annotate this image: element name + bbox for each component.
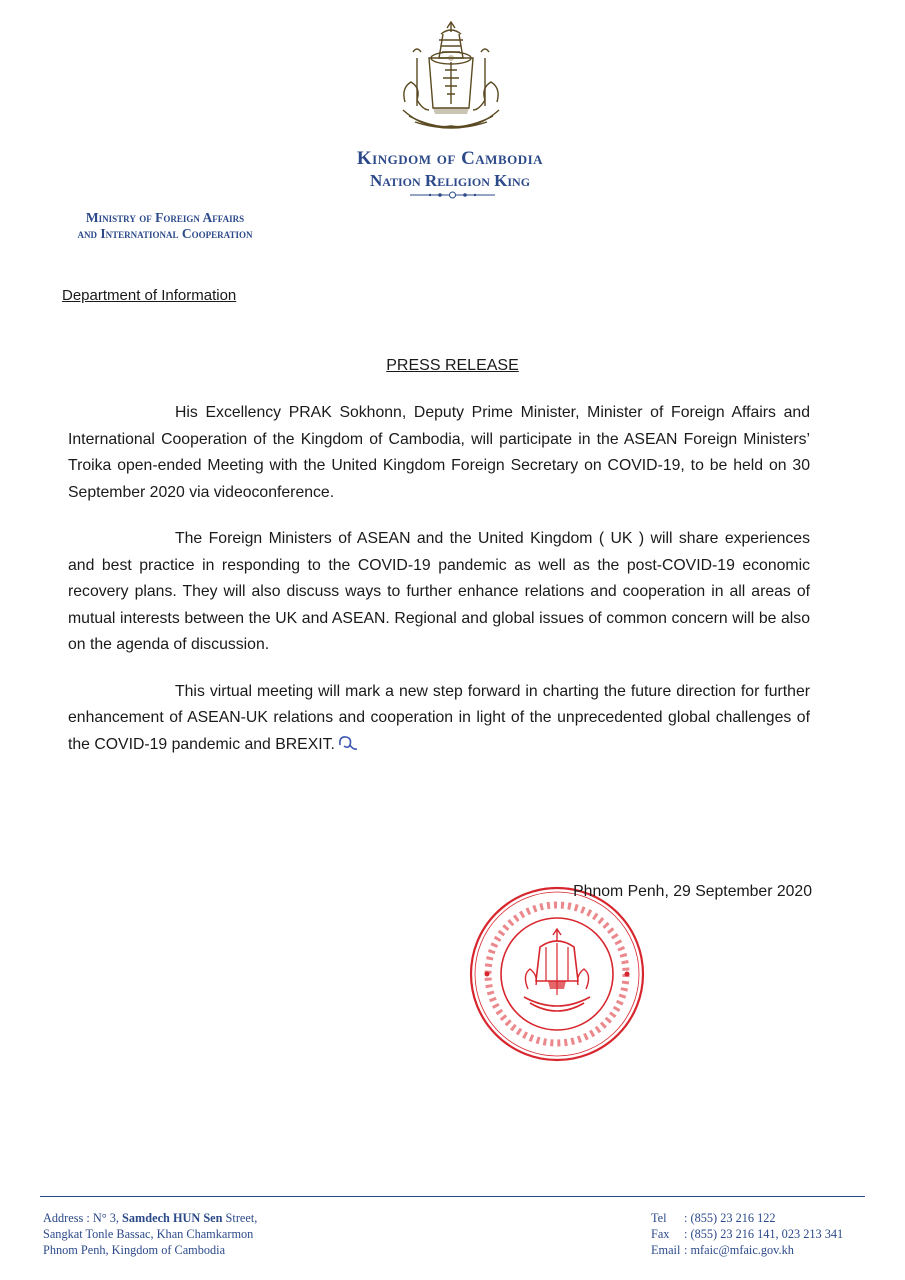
place-and-date: Phnom Penh, 29 September 2020 — [573, 883, 812, 900]
contact-fax — [651, 1226, 843, 1242]
footer-address — [43, 1210, 257, 1258]
paragraph-3 — [68, 679, 810, 759]
kingdom-heading — [290, 148, 610, 191]
contact-tel — [651, 1210, 843, 1226]
royal-emblem-icon — [395, 18, 507, 136]
ministry-line-2: and International Cooperation — [77, 226, 253, 241]
fax-label: Fax — [651, 1227, 670, 1241]
department-label: Department of Information — [62, 287, 237, 304]
address-label: Address : N° 3, — [43, 1211, 123, 1225]
paragraph-3-text: This virtual meeting will mark a new step forward in charting the future direction for further enhancement of ASEAN-UK relations and cooperation in light of the unprecedented global challenges of the COVID-19 pandemic and BREXIT. — [68, 682, 810, 753]
ministry-name — [30, 210, 300, 242]
address-line-2: Sangkat Tonle Bassac, Khan Chamkarmon — [43, 1227, 254, 1241]
address-line-1 — [43, 1210, 257, 1226]
handwritten-end-mark-icon — [337, 733, 359, 753]
paragraph-2: The Foreign Ministers of ASEAN and the United Kingdom ( UK ) will share experiences and best practice in responding to the COVID-19 pandemic as well as the post-COVID-19 economic recovery plans. They will also discuss ways to further enhance relations and cooperation in all areas of mutual interests between the UK and ASEAN. Regional and global issues of common concern will be also on the agenda of discussion. — [68, 530, 810, 653]
email-label: Email — [651, 1243, 681, 1257]
official-seal-icon — [468, 885, 646, 1063]
contact-email — [651, 1242, 843, 1258]
tel-value: : (855) 23 216 122 — [684, 1211, 776, 1225]
paragraph-1 — [68, 400, 810, 506]
kingdom-title: Kingdom of Cambodia — [356, 148, 544, 169]
ornament-divider — [410, 190, 495, 200]
document-title: PRESS RELEASE — [386, 357, 519, 374]
paragraph-1-lead: His Excellency PRAK Sokhonn, — [175, 404, 407, 421]
paragraph-1-text: Deputy Prime Minister, Minister of Foreign Affairs and International Cooperation of the Kingdom of Cambodia, will participate in the ASEAN Foreign Ministers’ Troika open-ended Meeting with the United Kingdom Foreign Secretary on COVID-19, to be held on 30 September 2020 via videoconference. — [68, 404, 810, 501]
footer-contact — [651, 1210, 843, 1258]
ministry-line-1: Ministry of Foreign Affairs — [85, 210, 245, 225]
press-release-body — [68, 400, 810, 778]
fax-value: : (855) 23 216 141, 023 213 341 — [684, 1227, 844, 1241]
address-street-suffix: Street, — [222, 1211, 258, 1225]
motto: Nation Religion King — [369, 171, 531, 190]
tel-label: Tel — [651, 1211, 667, 1225]
address-street-name: Samdech HUN Sen — [122, 1211, 223, 1225]
email-value[interactable]: : mfaic@mfaic.gov.kh — [684, 1243, 794, 1257]
address-line-3: Phnom Penh, Kingdom of Cambodia — [43, 1243, 226, 1257]
footer-divider — [40, 1196, 865, 1197]
